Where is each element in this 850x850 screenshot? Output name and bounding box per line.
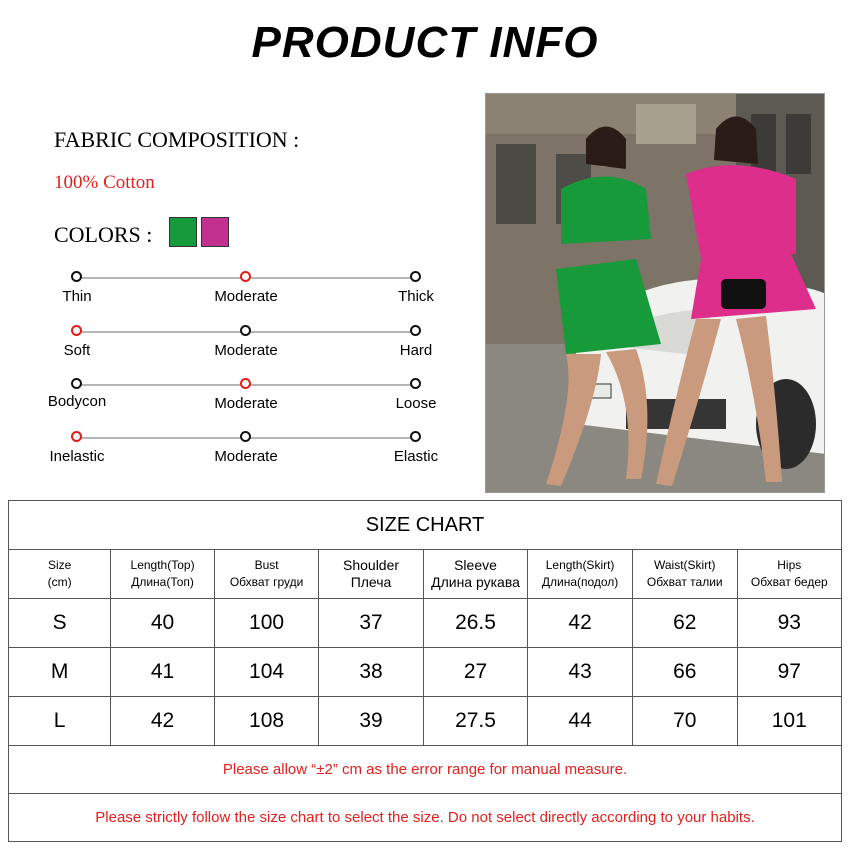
header-en: Hips xyxy=(777,558,802,572)
header-cell xyxy=(737,550,841,599)
scale-dot-middle xyxy=(240,325,251,336)
table-cell: 100 xyxy=(214,599,318,648)
fabric-composition-value: 100% Cotton xyxy=(54,172,155,193)
header-ru: (cm) xyxy=(47,575,72,589)
header-ru: Обхват бедер xyxy=(750,575,828,589)
scale-dot-right xyxy=(410,271,421,282)
product-photo-illustration xyxy=(486,94,825,493)
scale-dot-right xyxy=(410,431,421,442)
header-en: Sleeve xyxy=(454,557,497,573)
fabric-composition-label: FABRIC COMPOSITION : xyxy=(54,127,300,152)
scale-label-left: Thin xyxy=(62,288,92,305)
header-cell xyxy=(111,550,215,599)
scale-dot-selected xyxy=(71,325,82,336)
scale-label-middle: Moderate xyxy=(214,342,278,359)
page-title: PRODUCT INFO xyxy=(251,18,599,67)
table-row xyxy=(9,697,842,746)
table-cell: 44 xyxy=(528,697,633,746)
scale-dot-middle xyxy=(240,431,251,442)
table-cell: 42 xyxy=(111,697,215,746)
header-cell xyxy=(528,550,633,599)
table-cell: 101 xyxy=(737,697,841,746)
table-cell: 62 xyxy=(632,599,737,648)
scale-label-left: Bodycon xyxy=(47,393,107,410)
header-cell xyxy=(423,550,527,599)
header-en: Shoulder xyxy=(343,557,400,573)
scale-label-middle: Moderate xyxy=(214,395,278,412)
scale-dot-left xyxy=(71,378,82,389)
scale-label-right: Elastic xyxy=(393,448,439,465)
header-ru: Обхват талии xyxy=(646,575,723,589)
table-cell: 39 xyxy=(319,697,424,746)
scale-dot-right xyxy=(410,378,421,389)
softness-scale xyxy=(40,324,460,364)
header-cell xyxy=(319,550,424,599)
size-cell: S xyxy=(9,599,111,648)
header-en: Length(Top) xyxy=(130,558,195,572)
table-cell: 40 xyxy=(111,599,215,648)
header-ru: Плеча xyxy=(350,574,392,590)
table-row xyxy=(9,648,842,697)
header-ru: Длина(подол) xyxy=(541,575,619,589)
scale-dot-selected xyxy=(240,271,251,282)
table-cell: 26.5 xyxy=(423,599,527,648)
error-range-note: Please allow “±2” cm as the error range for manual measure. xyxy=(9,746,842,794)
header-en: Bust xyxy=(254,558,279,572)
header-en: Waist(Skirt) xyxy=(653,558,716,572)
table-cell: 70 xyxy=(632,697,737,746)
size-chart-table xyxy=(8,500,842,842)
header-cell xyxy=(9,550,111,599)
table-cell: 42 xyxy=(528,599,633,648)
table-cell: 93 xyxy=(737,599,841,648)
table-cell: 41 xyxy=(111,648,215,697)
scale-label-right: Hard xyxy=(399,342,433,359)
fit-scale xyxy=(40,377,460,417)
size-selection-note: Please strictly follow the size chart to select the size. Do not select directly according to your habits. xyxy=(9,794,842,842)
scale-label-right: Loose xyxy=(395,395,437,412)
scale-dot-selected xyxy=(71,431,82,442)
scale-label-middle: Moderate xyxy=(214,448,278,465)
color-swatch-green[interactable] xyxy=(169,217,197,247)
color-swatch-pink[interactable] xyxy=(201,217,229,247)
scale-dot-selected xyxy=(240,378,251,389)
scale-label-middle: Moderate xyxy=(214,288,278,305)
table-cell: 66 xyxy=(632,648,737,697)
header-cell xyxy=(214,550,318,599)
scale-label-right: Thick xyxy=(398,288,434,305)
size-chart-header-row xyxy=(9,550,842,599)
scale-label-left: Inelastic xyxy=(49,448,105,465)
colors-label: COLORS : xyxy=(54,222,153,247)
table-cell: 43 xyxy=(528,648,633,697)
table-cell: 27.5 xyxy=(423,697,527,746)
product-photo xyxy=(485,93,825,493)
header-ru: Обхват груди xyxy=(229,575,304,589)
size-chart-title: SIZE CHART xyxy=(9,501,842,550)
header-ru: Длина(Топ) xyxy=(131,575,194,589)
table-cell: 38 xyxy=(319,648,424,697)
table-cell: 108 xyxy=(214,697,318,746)
header-en: Length(Skirt) xyxy=(545,558,615,572)
table-cell: 97 xyxy=(737,648,841,697)
scale-dot-right xyxy=(410,325,421,336)
table-cell: 104 xyxy=(214,648,318,697)
table-row xyxy=(9,599,842,648)
header-en: Size xyxy=(47,558,72,572)
header-cell xyxy=(632,550,737,599)
scale-dot-left xyxy=(71,271,82,282)
elasticity-scale xyxy=(40,430,460,470)
header-ru: Длина рукава xyxy=(431,574,520,590)
size-cell: L xyxy=(9,697,111,746)
table-cell: 37 xyxy=(319,599,424,648)
scale-label-left: Soft xyxy=(63,342,91,359)
thickness-scale xyxy=(40,270,460,310)
table-cell: 27 xyxy=(423,648,527,697)
size-cell: M xyxy=(9,648,111,697)
